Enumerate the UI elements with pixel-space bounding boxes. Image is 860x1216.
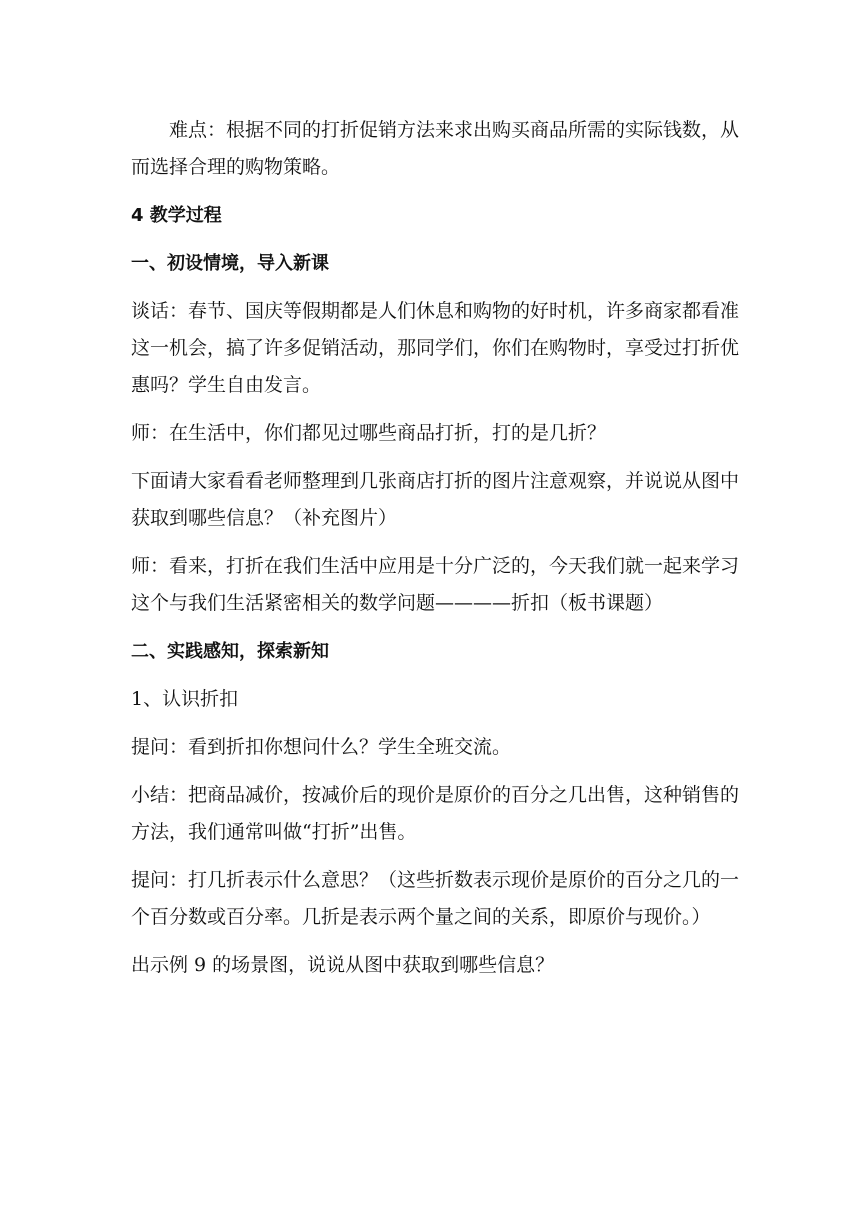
paragraph-example-nine: 出示例 9 的场景图，说说从图中获取到哪些信息？ [131,954,555,976]
heading-section-one: 一、初设情境，导入新课 [131,253,329,274]
paragraph-question-one: 提问：看到折扣你想问什么？学生全班交流。 [131,736,512,758]
paragraph-question-two: 提问：打几折表示什么意思？（这些折数表示现价是原价的百分之几的一个百分数或百分率。几折是表示两个量之间的关系，即原价与现价。） [131,869,740,928]
heading-teaching-process: 4 教学过程 [131,205,222,226]
paragraph-teacher-question: 师：在生活中，你们都见过哪些商品打折，打的是几折？ [131,422,607,444]
paragraph-know-discount: 1、认识折扣 [131,688,239,710]
paragraph-summary: 小结：把商品减价，按减价后的现价是原价的百分之几出售，这种销售的方法，我们通常叫做“打折”出售。 [131,784,740,843]
heading-section-two: 二、实践感知，探索新知 [131,641,329,662]
paragraph-observe-pictures: 下面请大家看看老师整理到几张商店打折的图片注意观察，并说说从图中获取到哪些信息？（补充图片） [131,470,740,529]
paragraph-talk: 谈话：春节、国庆等假期都是人们休息和购物的好时机，许多商家都看准这一机会，搞了许多促销活动，那同学们，你们在购物时，享受过打折优惠吗？学生自由发言。 [131,300,740,396]
paragraph-teacher-intro: 师：看来，打折在我们生活中应用是十分广泛的，今天我们就一起来学习这个与我们生活紧密相关的数学问题————折扣（板书课题） [131,555,740,614]
paragraph-difficulty: 难点：根据不同的打折促销方法来求出购买商品所需的实际钱数，从而选择合理的购物策略。 [131,119,740,178]
document-body [131,112,741,984]
